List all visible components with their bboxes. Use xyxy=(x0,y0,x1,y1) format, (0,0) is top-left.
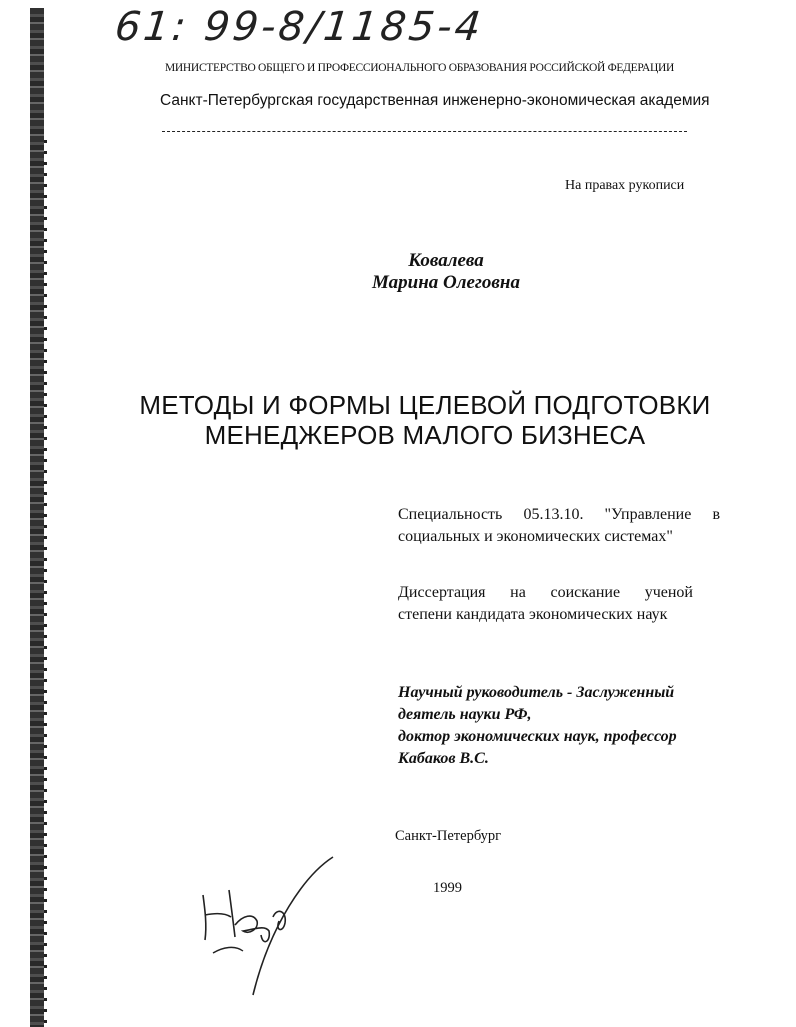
header-divider xyxy=(162,131,687,132)
dissertation-title-line-1: МЕТОДЫ И ФОРМЫ ЦЕЛЕВОЙ ПОДГОТОВКИ xyxy=(139,390,711,420)
supervisor-line-3: доктор экономических наук, профессор xyxy=(398,728,677,745)
archive-code: 61: 99-8/1185-4 xyxy=(112,4,486,50)
author-last-name: Ковалева xyxy=(408,250,484,271)
supervisor-line-2: деятель науки РФ, xyxy=(398,706,532,723)
specialty-line-1: Специальность 05.13.10. "Управление в xyxy=(398,506,720,523)
signature-icon xyxy=(195,855,355,1005)
dissertation-title-line-2: МЕНЕДЖЕРОВ МАЛОГО БИЗНЕСА xyxy=(204,420,646,450)
supervisor-line-4: Кабаков В.С. xyxy=(398,750,489,767)
binding-edge xyxy=(30,8,44,1027)
specialty-line-2: социальных и экономических системах" xyxy=(398,528,673,545)
year: 1999 xyxy=(433,880,462,896)
ministry-header: МИНИСТЕРСТВО ОБЩЕГО И ПРОФЕССИОНАЛЬНОГО ОБРАЗОВАНИЯ РОССИЙСКОЙ ФЕДЕРАЦИИ xyxy=(165,62,675,74)
dissertation-type-line-2: степени кандидата экономических наук xyxy=(398,606,668,623)
city: Санкт-Петербург xyxy=(395,828,502,844)
dissertation-type-line-1: Диссертация на соискание ученой xyxy=(398,584,693,601)
manuscript-rights: На правах рукописи xyxy=(565,178,685,193)
supervisor-line-1: Научный руководитель - Заслуженный xyxy=(398,684,675,701)
academy-header: Санкт-Петербургская государственная инженерно-экономическая академия xyxy=(160,92,710,109)
author-first-names: Марина Олеговна xyxy=(372,272,520,293)
